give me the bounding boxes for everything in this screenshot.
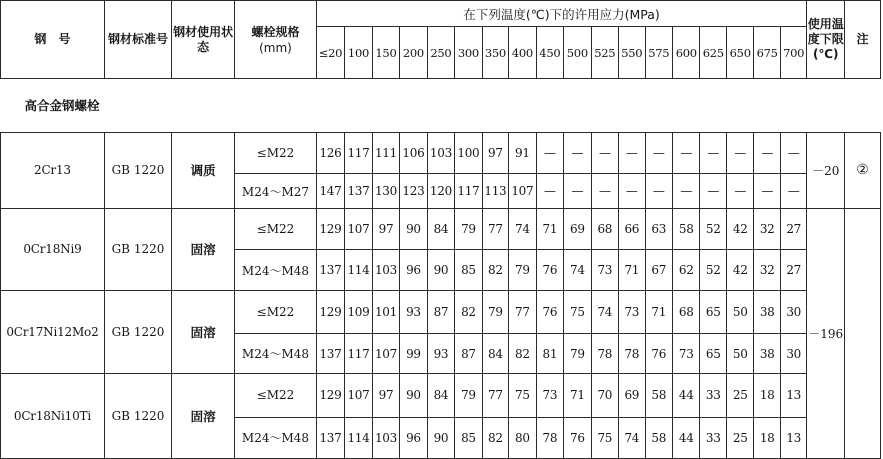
stress-value: 78 xyxy=(591,334,618,374)
material-condition-cell: 固溶 xyxy=(172,290,235,374)
stress-value: — xyxy=(754,132,780,173)
stress-value: 123 xyxy=(400,173,427,208)
stress-value: 117 xyxy=(455,173,482,208)
stress-value: 62 xyxy=(673,250,700,290)
stress-value: 38 xyxy=(754,290,780,333)
stress-value: 137 xyxy=(316,250,345,290)
stress-value: 103 xyxy=(427,132,454,173)
stress-value: 126 xyxy=(316,132,345,173)
temp-header: 650 xyxy=(726,27,753,79)
temp-header: 500 xyxy=(564,27,591,79)
stress-value: — xyxy=(754,173,780,208)
stress-value: 65 xyxy=(700,334,726,374)
stress-value: 73 xyxy=(536,374,563,417)
stress-value: 113 xyxy=(482,173,508,208)
stress-value: 87 xyxy=(455,334,482,374)
stress-value: 90 xyxy=(400,374,427,417)
stress-value: 147 xyxy=(316,173,345,208)
temp-header: 400 xyxy=(509,27,536,79)
stress-value: 79 xyxy=(455,374,482,417)
stress-value: 77 xyxy=(482,374,508,417)
stress-value: 90 xyxy=(400,209,427,250)
header-bolt-spec-unit: (mm) xyxy=(259,40,292,55)
material-condition-cell: 固溶 xyxy=(172,209,235,291)
stress-value: 71 xyxy=(645,290,672,333)
stress-value: 79 xyxy=(509,250,536,290)
stress-value: 137 xyxy=(316,417,345,458)
temp-header: 200 xyxy=(400,27,427,79)
temp-header: 250 xyxy=(427,27,454,79)
temp-header: 300 xyxy=(455,27,482,79)
stress-value: 73 xyxy=(591,250,618,290)
bolt-spec-cell: ≤M22 xyxy=(235,209,316,250)
stress-value: 42 xyxy=(726,250,753,290)
stress-value: 32 xyxy=(754,250,780,290)
stress-value: 96 xyxy=(400,250,427,290)
stress-value: 67 xyxy=(645,250,672,290)
stress-value: 114 xyxy=(345,250,372,290)
stress-value: 137 xyxy=(316,334,345,374)
stress-value: — xyxy=(726,132,753,173)
header-material-standard: 钢材标准号 xyxy=(104,1,171,79)
stress-value: 107 xyxy=(509,173,536,208)
temp-header: 700 xyxy=(780,27,807,79)
stress-value: 52 xyxy=(700,209,726,250)
stress-value: 68 xyxy=(673,290,700,333)
steel-grade-cell: 0Cr17Ni12Mo2 xyxy=(1,290,105,374)
stress-value: 77 xyxy=(482,209,508,250)
stress-value: 93 xyxy=(427,334,454,374)
steel-grade-cell: 0Cr18Ni10Ti xyxy=(1,374,105,459)
stress-value: 97 xyxy=(482,132,508,173)
stress-value: 85 xyxy=(455,417,482,458)
stress-value: 58 xyxy=(673,209,700,250)
stress-value: 74 xyxy=(591,290,618,333)
stress-value: 120 xyxy=(427,173,454,208)
stress-value: 84 xyxy=(427,209,454,250)
section-title: 高合金钢螺栓 xyxy=(1,79,881,133)
temp-header: 675 xyxy=(754,27,780,79)
temp-header: 575 xyxy=(645,27,672,79)
temp-header: 350 xyxy=(482,27,508,79)
stress-value: — xyxy=(673,173,700,208)
stress-value: — xyxy=(726,173,753,208)
temp-header: 150 xyxy=(372,27,399,79)
stress-value: 80 xyxy=(509,417,536,458)
stress-value: 90 xyxy=(427,417,454,458)
stress-value: 129 xyxy=(316,374,345,417)
stress-value: 114 xyxy=(345,417,372,458)
stress-value: 103 xyxy=(372,250,399,290)
stress-value: 42 xyxy=(726,209,753,250)
stress-value: 32 xyxy=(754,209,780,250)
stress-value: 74 xyxy=(509,209,536,250)
stress-value: 106 xyxy=(400,132,427,173)
stress-value: 71 xyxy=(619,250,645,290)
header-bolt-spec-label: 螺栓规格 xyxy=(251,24,300,39)
stress-value: 18 xyxy=(754,374,780,417)
stress-value: 65 xyxy=(700,290,726,333)
stress-value: 100 xyxy=(455,132,482,173)
material-standard-cell: GB 1220 xyxy=(104,290,171,374)
material-standard-cell: GB 1220 xyxy=(104,374,171,459)
stress-value: 117 xyxy=(345,334,372,374)
stress-value: 107 xyxy=(372,334,399,374)
temp-header: 450 xyxy=(536,27,563,79)
stress-value: 50 xyxy=(726,334,753,374)
stress-value: 99 xyxy=(400,334,427,374)
stress-value: 58 xyxy=(645,417,672,458)
stress-value: — xyxy=(564,132,591,173)
stress-value: 79 xyxy=(455,209,482,250)
stress-value: 129 xyxy=(316,209,345,250)
bolt-spec-cell: M24～M27 xyxy=(235,173,316,208)
stress-value: 30 xyxy=(780,290,807,333)
bolt-spec-cell: ≤M22 xyxy=(235,290,316,333)
stress-value: — xyxy=(591,173,618,208)
steel-grade-cell: 0Cr18Ni9 xyxy=(1,209,105,291)
header-temp-limit: 使用温度下限(℃) xyxy=(807,1,845,79)
temp-header: ≤20 xyxy=(316,27,345,79)
stress-value: 82 xyxy=(455,290,482,333)
stress-value: 44 xyxy=(673,374,700,417)
stress-value: 25 xyxy=(726,374,753,417)
material-condition-cell: 固溶 xyxy=(172,374,235,459)
stress-value: 13 xyxy=(780,417,807,458)
stress-value: 75 xyxy=(564,290,591,333)
stress-value: 79 xyxy=(564,334,591,374)
stress-value: — xyxy=(645,132,672,173)
stress-value: 107 xyxy=(345,209,372,250)
stress-value: 27 xyxy=(780,250,807,290)
stress-value: — xyxy=(536,132,563,173)
stress-value: 71 xyxy=(536,209,563,250)
stress-value: 87 xyxy=(427,290,454,333)
stress-value: 107 xyxy=(345,374,372,417)
temp-limit-cell: －196 xyxy=(807,209,845,459)
stress-value: 84 xyxy=(482,334,508,374)
stress-value: 109 xyxy=(345,290,372,333)
stress-value: 71 xyxy=(564,374,591,417)
stress-value: 75 xyxy=(509,374,536,417)
stress-value: 33 xyxy=(700,417,726,458)
stress-value: 63 xyxy=(645,209,672,250)
stress-value: — xyxy=(700,132,726,173)
stress-value: 52 xyxy=(700,250,726,290)
stress-value: 79 xyxy=(482,290,508,333)
stress-value: 81 xyxy=(536,334,563,374)
header-stress-title: 在下列温度(℃)下的许用应力(MPa) xyxy=(316,1,807,27)
material-condition-cell: 调质 xyxy=(172,132,235,208)
stress-value: — xyxy=(780,132,807,173)
stress-value: 73 xyxy=(673,334,700,374)
stress-value: 69 xyxy=(564,209,591,250)
stress-value: — xyxy=(591,132,618,173)
stress-value: 74 xyxy=(619,417,645,458)
header-bolt-spec xyxy=(235,1,316,79)
stress-value: 18 xyxy=(754,417,780,458)
bolt-spec-cell: ≤M22 xyxy=(235,132,316,173)
temp-limit-cell: －20 xyxy=(807,132,845,208)
stress-value: 13 xyxy=(780,374,807,417)
stress-value: 93 xyxy=(400,290,427,333)
stress-value: 33 xyxy=(700,374,726,417)
bolt-spec-cell: ≤M22 xyxy=(235,374,316,417)
stress-value: — xyxy=(619,173,645,208)
stress-value: 74 xyxy=(564,250,591,290)
temp-header: 525 xyxy=(591,27,618,79)
stress-value: — xyxy=(673,132,700,173)
note-cell-empty xyxy=(845,209,881,459)
stress-value: 44 xyxy=(673,417,700,458)
temp-header: 600 xyxy=(673,27,700,79)
stress-value: 101 xyxy=(372,290,399,333)
stress-value: 75 xyxy=(591,417,618,458)
header-material-condition: 钢材使用状态 xyxy=(172,1,235,79)
stress-value: 97 xyxy=(372,374,399,417)
stress-value: 111 xyxy=(372,132,399,173)
stress-value: — xyxy=(645,173,672,208)
temp-header: 625 xyxy=(700,27,726,79)
bolt-spec-cell: M24～M48 xyxy=(235,250,316,290)
stress-value: 66 xyxy=(619,209,645,250)
stress-value: 38 xyxy=(754,334,780,374)
stress-value: 84 xyxy=(427,374,454,417)
stress-value: 103 xyxy=(372,417,399,458)
steel-grade-cell: 2Cr13 xyxy=(1,132,105,208)
stress-value: 82 xyxy=(509,334,536,374)
stress-value: 76 xyxy=(645,334,672,374)
stress-value: 76 xyxy=(536,250,563,290)
stress-value: 130 xyxy=(372,173,399,208)
stress-value: — xyxy=(564,173,591,208)
stress-value: 76 xyxy=(564,417,591,458)
stress-value: 27 xyxy=(780,209,807,250)
temp-header: 100 xyxy=(345,27,372,79)
stress-value: — xyxy=(536,173,563,208)
stress-value: 96 xyxy=(400,417,427,458)
stress-value: 97 xyxy=(372,209,399,250)
stress-value: 69 xyxy=(619,374,645,417)
note-cell: ② xyxy=(845,132,881,208)
stress-value: 68 xyxy=(591,209,618,250)
stress-value: 77 xyxy=(509,290,536,333)
stress-value: 85 xyxy=(455,250,482,290)
header-note: 注 xyxy=(845,1,881,79)
bolt-spec-cell: M24～M48 xyxy=(235,334,316,374)
material-standard-cell: GB 1220 xyxy=(104,209,171,291)
stress-value: — xyxy=(619,132,645,173)
stress-value: 90 xyxy=(427,250,454,290)
stress-value: 82 xyxy=(482,250,508,290)
stress-value: 30 xyxy=(780,334,807,374)
stress-value: 76 xyxy=(536,290,563,333)
stress-value: 91 xyxy=(509,132,536,173)
stress-value: 70 xyxy=(591,374,618,417)
stress-value: 58 xyxy=(645,374,672,417)
header-steel-grade: 钢 号 xyxy=(1,1,105,79)
stress-value: 73 xyxy=(619,290,645,333)
stress-value: 50 xyxy=(726,290,753,333)
stress-value: 129 xyxy=(316,290,345,333)
bolt-spec-cell: M24～M48 xyxy=(235,417,316,458)
material-standard-cell: GB 1220 xyxy=(104,132,171,208)
stress-value: 82 xyxy=(482,417,508,458)
stress-value: 25 xyxy=(726,417,753,458)
stress-value: 78 xyxy=(619,334,645,374)
stress-value: — xyxy=(700,173,726,208)
stress-value: 137 xyxy=(345,173,372,208)
stress-value: 117 xyxy=(345,132,372,173)
stress-value: — xyxy=(780,173,807,208)
temp-header: 550 xyxy=(619,27,645,79)
stress-value: 78 xyxy=(536,417,563,458)
